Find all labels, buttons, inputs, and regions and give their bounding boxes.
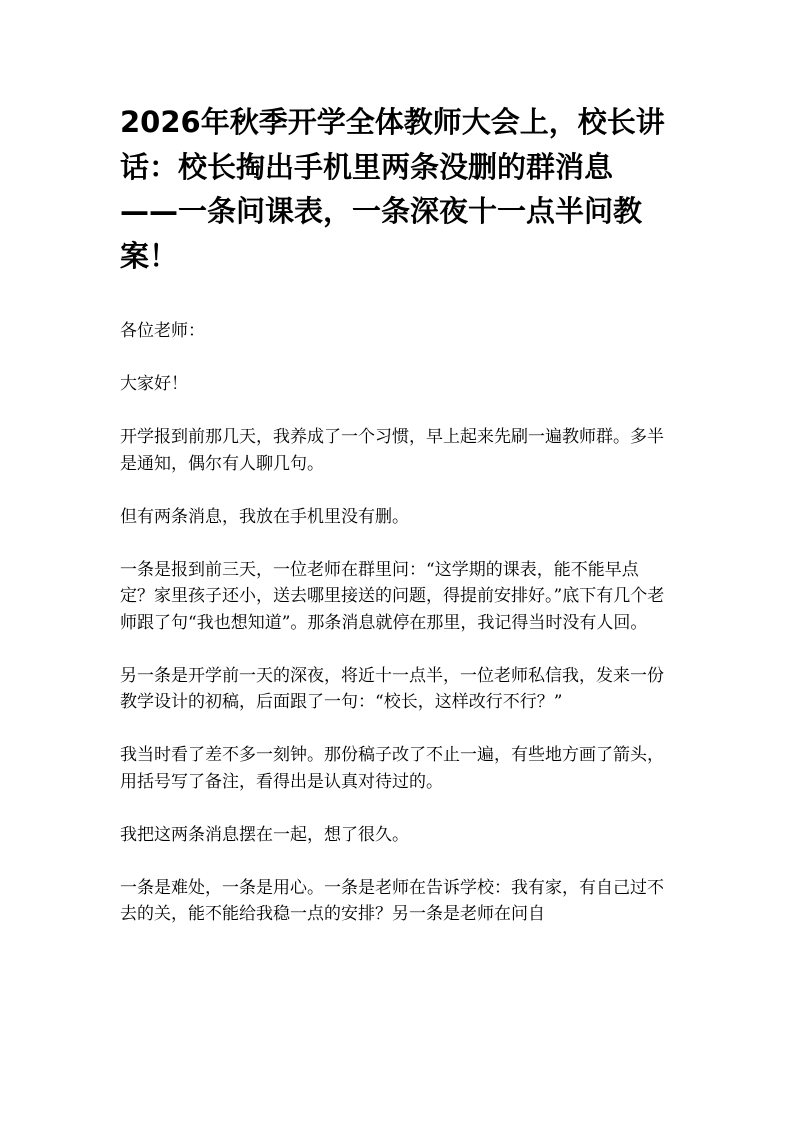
paragraph: 但有两条消息，我放在手机里没有删。 [120,506,409,527]
paragraph: 我把这两条消息摆在一起，想了很久。 [120,824,409,845]
paragraph: 一条是报到前三天，一位老师在群里问：“这学期的课表，能不能早点定？家里孩子还小，送去哪里接送的问题，得提前安排好。”底下有几个老师跟了句“我也想知道”。那条消息就停在那里，我记得当时没有人回。 [120,559,665,633]
document-body [120,318,665,954]
paragraph-greeting: 大家好！ [120,374,188,394]
paragraph: 开学报到前那几天，我养成了一个习惯，早上起来先刷一遍教师群。多半是通知，偶尔有人聊几句。 [120,427,664,474]
paragraph: 我当时看了差不多一刻钟。那份稿子改了不止一遍，有些地方画了箭头，用括号写了备注，看得出是认真对待过的。 [120,745,664,792]
document-title: 2026年秋季开学全体教师大会上，校长讲话：校长掏出手机里两条没删的群消息——一条问课表，一条深夜十一点半问教案！ [120,105,665,273]
paragraph: 一条是难处，一条是用心。一条是老师在告诉学校：我有家，有自己过不去的关，能不能给我稳一点的安排？另一条是老师在问自 [120,877,664,924]
paragraph: 另一条是开学前一天的深夜，将近十一点半，一位老师私信我，发来一份教学设计的初稿，后面跟了一句：“校长，这样改行不行？” [120,665,664,712]
paragraph-salutation: 各位老师： [120,321,205,341]
